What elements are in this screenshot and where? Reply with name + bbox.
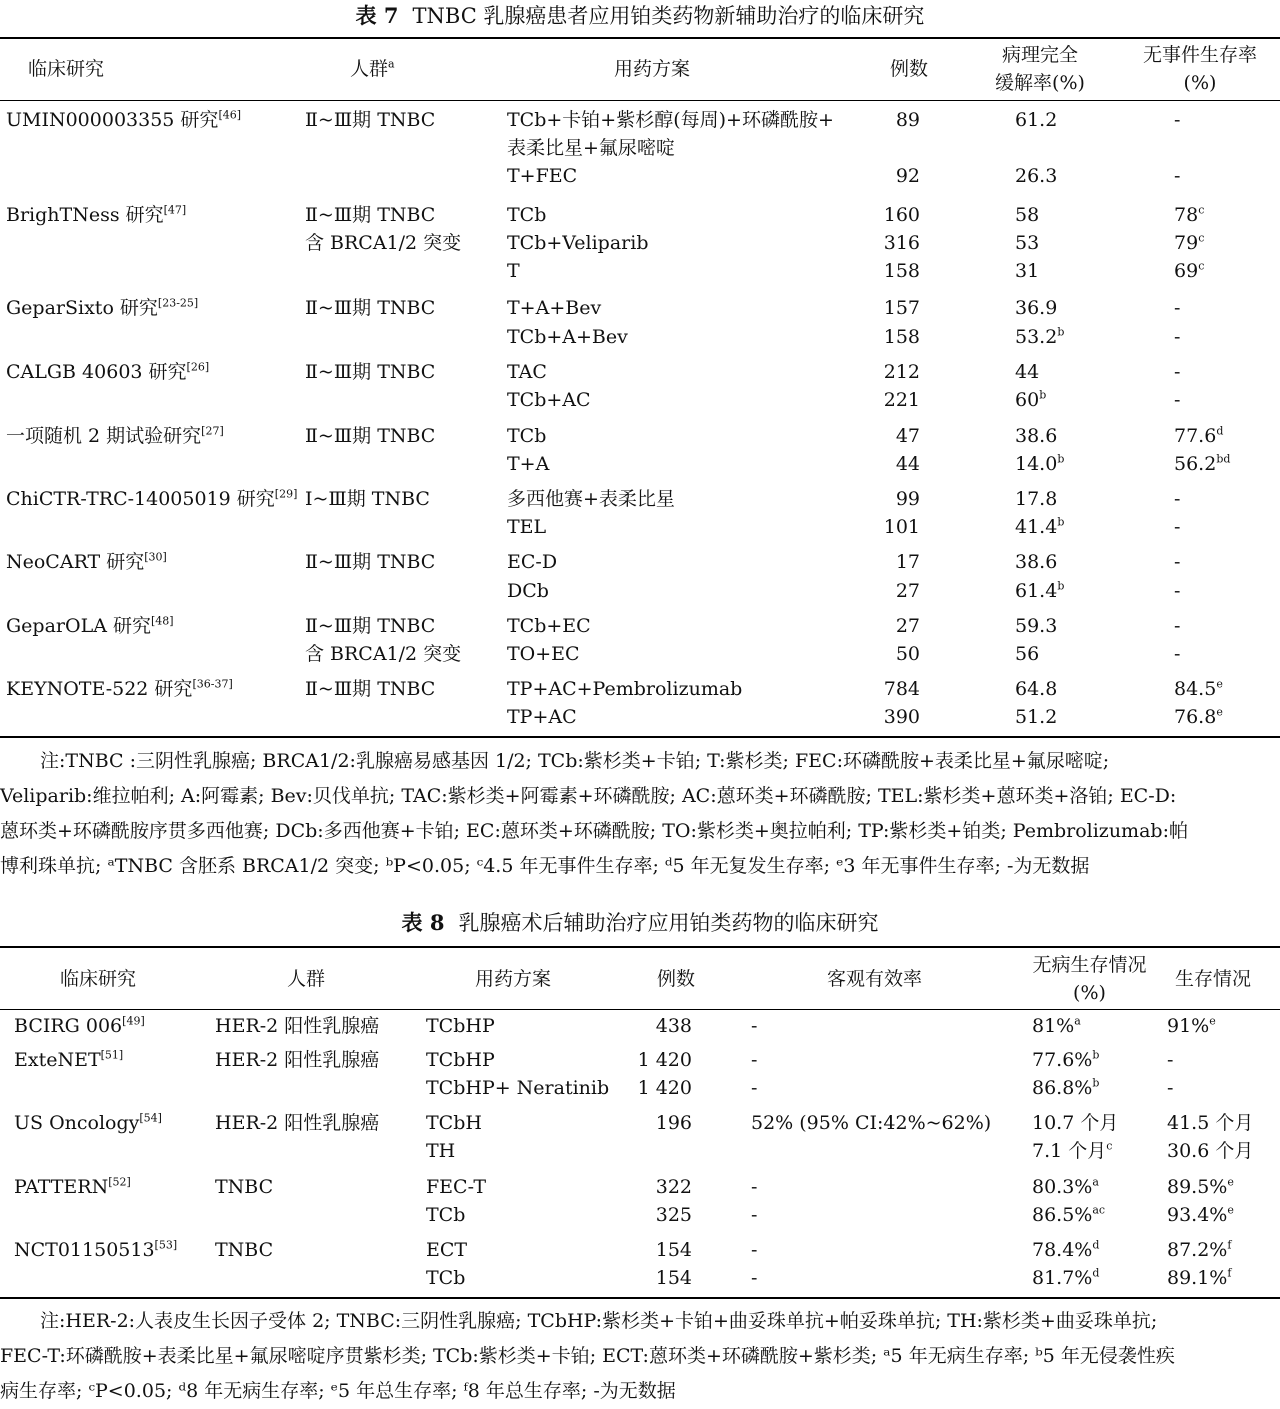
t7-population: Ⅱ~Ⅲ期 TNBC [305, 615, 436, 637]
t7-study-name: 一项随机 2 期试验研究[27] [6, 424, 224, 447]
t7-n: 160 [883, 204, 920, 226]
t8-os: 41.5 个月 [1167, 1112, 1254, 1134]
t7-population: Ⅰ~Ⅲ期 TNBC [305, 488, 430, 510]
t7-pcr: 51.2 [1015, 706, 1058, 728]
t7-population: Ⅱ~Ⅲ期 TNBC [305, 204, 436, 226]
t8-n: 154 [655, 1239, 692, 1261]
t8-dfs: 80.3%$^a$ [1032, 1175, 1099, 1198]
table7-top-rule [0, 37, 1280, 39]
t7-header-study: 临床研究 [28, 58, 105, 80]
t7-study-name: ChiCTR-TRC-14005019 研究[29] [6, 487, 298, 510]
t8-orr: - [751, 1239, 758, 1261]
t8-regimen: TCb [426, 1267, 466, 1289]
t7-pcr: 61.4$^b$ [1015, 579, 1065, 602]
t8-regimen: TH [426, 1140, 456, 1162]
t7-population-detail: 含 BRCA1/2 突变 [305, 643, 462, 665]
t8-orr: - [751, 1015, 758, 1037]
note-line: 注:TNBC :三阴性乳腺癌; BRCA1/2:乳腺癌易感基因 1/2; TCb:紫杉类+卡铂; T:紫杉类; FEC:环磷酰胺+表柔比星+氟尿嘧啶; [40, 750, 1110, 772]
t7-efs: 56.2$^{bd}$ [1174, 452, 1231, 475]
t8-n: 196 [655, 1112, 692, 1134]
table8-number: 表 8 [401, 910, 445, 935]
t7-pcr: 38.6 [1015, 425, 1058, 447]
t8-regimen: TCbHP+ Neratinib [426, 1077, 610, 1099]
t7-pcr: 14.0$^b$ [1015, 452, 1065, 475]
t7-n: 158 [883, 260, 920, 282]
t8-study-name: NCT01150513[53] [14, 1238, 178, 1261]
t7-pcr: 58 [1015, 204, 1040, 226]
table8-note [0, 1304, 1280, 1409]
t8-orr: - [751, 1176, 758, 1198]
t7-regimen: TP+AC [507, 706, 577, 728]
t7-pcr: 17.8 [1015, 488, 1058, 510]
t8-os: 89.5%$^e$ [1167, 1175, 1234, 1198]
t8-header-dfs: 无病生存情况 (%) [1032, 954, 1147, 1004]
table7-caption [0, 0, 1280, 30]
table8-header-rule [0, 1009, 1280, 1010]
t7-study-name: BrighTNess 研究[47] [6, 203, 187, 226]
t7-pcr: 53.2$^b$ [1015, 325, 1065, 348]
t7-regimen: T [507, 260, 520, 282]
table7-title: TNBC 乳腺癌患者应用铂类药物新辅助治疗的临床研究 [412, 4, 925, 28]
t8-population: TNBC [215, 1239, 274, 1261]
t7-header-n: 例数 [890, 58, 929, 80]
t7-regimen: TCb+EC [507, 615, 591, 637]
t7-population: Ⅱ~Ⅲ期 TNBC [305, 551, 436, 573]
t8-orr: - [751, 1267, 758, 1289]
t7-n: 27 [895, 615, 920, 637]
t8-dfs: 7.1 个月$^c$ [1032, 1139, 1113, 1162]
t8-n: 322 [655, 1176, 692, 1198]
t7-n: 27 [895, 580, 920, 602]
t7-population-detail: 含 BRCA1/2 突变 [305, 232, 462, 254]
t7-n: 92 [895, 165, 920, 187]
t7-efs: - [1174, 326, 1181, 348]
t7-regimen-cont: 表柔比星+氟尿嘧啶 [507, 137, 675, 159]
t7-regimen: T+A+Bev [507, 297, 602, 319]
t7-efs: 78$^c$ [1174, 203, 1205, 226]
note-line: 蒽环类+环磷酰胺序贯多西他赛; DCb:多西他赛+卡铂; EC:蒽环类+环磷酰胺; TO:紫杉类+奥拉帕利; TP:紫杉类+铂类; Pembrolizumab:帕 [0, 820, 1188, 842]
note-line: 病生存率; ᶜP<0.05; ᵈ8 年无病生存率; ᵉ5 年总生存率; ᶠ8 年总生存率; -为无数据 [0, 1380, 676, 1402]
t8-population: HER-2 阳性乳腺癌 [215, 1112, 380, 1134]
t8-orr: - [751, 1049, 758, 1071]
t8-dfs: 78.4%$^d$ [1032, 1238, 1100, 1261]
t7-pcr: 60$^b$ [1015, 388, 1047, 411]
t7-regimen: TCb+A+Bev [507, 326, 628, 348]
t8-dfs: 81.7%$^d$ [1032, 1266, 1100, 1289]
t7-efs: - [1174, 615, 1181, 637]
t8-header-population: 人群 [287, 968, 326, 990]
t7-n: 221 [883, 389, 920, 411]
t7-study-name: UMIN000003355 研究[46] [6, 108, 242, 131]
t7-pcr: 61.2 [1015, 109, 1058, 131]
t8-os: 93.4%$^e$ [1167, 1203, 1234, 1226]
t7-efs: - [1174, 297, 1181, 319]
t7-efs: 69$^c$ [1174, 259, 1205, 282]
t7-efs: 77.6$^d$ [1174, 424, 1224, 447]
t7-efs: - [1174, 580, 1181, 602]
t7-n: 50 [895, 643, 920, 665]
t8-dfs: 77.6%$^b$ [1032, 1048, 1100, 1071]
table8-caption [0, 907, 1280, 937]
t8-header-regimen: 用药方案 [475, 968, 552, 990]
t7-pcr: 56 [1015, 643, 1040, 665]
t8-population: HER-2 阳性乳腺癌 [215, 1049, 380, 1071]
t7-pcr: 26.3 [1015, 165, 1058, 187]
t7-pcr: 53 [1015, 232, 1040, 254]
table7-bottom-rule [0, 736, 1280, 738]
t7-regimen: TEL [507, 516, 547, 538]
t8-header-orr: 客观有效率 [827, 968, 923, 990]
t8-os: 91%$^e$ [1167, 1014, 1216, 1037]
t8-regimen: FEC-T [426, 1176, 487, 1198]
note-line: 注:HER-2:人表皮生长因子受体 2; TNBC:三阴性乳腺癌; TCbHP:紫杉类+卡铂+曲妥珠单抗+帕妥珠单抗; TH:紫杉类+曲妥珠单抗; [40, 1310, 1158, 1332]
table8-top-rule [0, 946, 1280, 948]
t8-dfs: 10.7 个月 [1032, 1112, 1119, 1134]
t7-n: 158 [883, 326, 920, 348]
table7-number: 表 7 [355, 3, 399, 28]
t7-regimen: TCb+卡铂+紫杉醇(每周)+环磷酰胺+ [507, 109, 834, 131]
t8-os: 89.1%$^f$ [1167, 1266, 1232, 1289]
t7-efs: - [1174, 165, 1181, 187]
t7-population: Ⅱ~Ⅲ期 TNBC [305, 361, 436, 383]
t8-n: 1 420 [637, 1049, 692, 1071]
note-line: FEC-T:环磷酰胺+表柔比星+氟尿嘧啶序贯紫杉类; TCb:紫杉类+卡铂; ECT:蒽环类+环磷酰胺+紫杉类; ᵃ5 年无病生存率; ᵇ5 年无侵袭性疾 [0, 1345, 1175, 1367]
t7-efs: - [1174, 643, 1181, 665]
t8-regimen: TCbHP [426, 1015, 495, 1037]
table8-bottom-rule [0, 1297, 1280, 1299]
t8-population: HER-2 阳性乳腺癌 [215, 1015, 380, 1037]
t7-efs: - [1174, 488, 1181, 510]
t7-header-efs: 无事件生存率 (%) [1142, 44, 1257, 94]
t7-regimen: T+A [507, 453, 550, 475]
t7-efs: - [1174, 361, 1181, 383]
table8-title: 乳腺癌术后辅助治疗应用铂类药物的临床研究 [458, 911, 879, 935]
t7-n: 390 [883, 706, 920, 728]
note-line: 博利珠单抗; ᵃTNBC 含胚系 BRCA1/2 突变; ᵇP<0.05; ᶜ4.5 年无事件生存率; ᵈ5 年无复发生存率; ᵉ3 年无事件生存率; -为无数据 [0, 855, 1090, 877]
t7-regimen: EC-D [507, 551, 558, 573]
t7-regimen: TCb+Veliparib [507, 232, 649, 254]
t8-n: 1 420 [637, 1077, 692, 1099]
t7-efs: 76.8e [1174, 705, 1223, 728]
t7-regimen: T+FEC [507, 165, 578, 187]
t8-header-study: 临床研究 [60, 968, 137, 990]
t7-population: Ⅱ~Ⅲ期 TNBC [305, 297, 436, 319]
t8-os: 87.2%$^f$ [1167, 1238, 1232, 1261]
t8-regimen: TCbH [426, 1112, 482, 1134]
t7-population: Ⅱ~Ⅲ期 TNBC [305, 109, 436, 131]
t7-n: 47 [895, 425, 920, 447]
t7-regimen: TCb [507, 204, 547, 226]
t7-regimen: TAC [507, 361, 547, 383]
t7-pcr: 64.8 [1015, 678, 1058, 700]
t8-regimen: TCbHP [426, 1049, 495, 1071]
t7-n: 99 [895, 488, 920, 510]
t8-study-name: BCIRG 006[49] [14, 1014, 145, 1037]
t7-pcr: 44 [1015, 361, 1040, 383]
t8-os: 30.6 个月 [1167, 1140, 1254, 1162]
t7-regimen: TCb [507, 425, 547, 447]
t7-header-pcr: 病理完全 缓解率(%) [995, 44, 1085, 94]
t7-n: 89 [895, 109, 920, 131]
t7-regimen: TP+AC+Pembrolizumab [507, 678, 743, 700]
t7-n: 44 [895, 453, 920, 475]
t7-pcr: 36.9 [1015, 297, 1058, 319]
t7-regimen: DCb [507, 580, 549, 602]
t8-n: 438 [655, 1015, 692, 1037]
t8-population: TNBC [215, 1176, 274, 1198]
t8-regimen: TCb [426, 1204, 466, 1226]
t8-dfs: 86.8%$^b$ [1032, 1076, 1100, 1099]
t7-efs: - [1174, 516, 1181, 538]
t7-regimen: TCb+AC [507, 389, 591, 411]
t8-n: 325 [655, 1204, 692, 1226]
t7-study-name: CALGB 40603 研究[26] [6, 360, 210, 383]
note-line: Veliparib:维拉帕利; A:阿霉素; Bev:贝伐单抗; TAC:紫杉类+阿霉素+环磷酰胺; AC:蒽环类+环磷酰胺; TEL:紫杉类+蒽环类+洛铂; EC-D: [0, 785, 1177, 807]
t8-os: - [1167, 1049, 1174, 1071]
t7-efs: - [1174, 389, 1181, 411]
t7-efs: - [1174, 551, 1181, 573]
t8-orr: - [751, 1077, 758, 1099]
t8-n: 154 [655, 1267, 692, 1289]
t7-header-population: 人群$^a$ [350, 57, 395, 80]
t8-study-name: ExteNET[51] [14, 1048, 124, 1071]
table7-header-rule [0, 100, 1280, 101]
t7-study-name: GeparOLA 研究[48] [6, 614, 174, 637]
t7-n: 101 [883, 516, 920, 538]
t7-study-name: KEYNOTE-522 研究[36-37] [6, 677, 233, 700]
t7-efs: 79$^c$ [1174, 231, 1205, 254]
t7-population: Ⅱ~Ⅲ期 TNBC [305, 678, 436, 700]
t7-pcr: 31 [1015, 260, 1040, 282]
t7-n: 316 [883, 232, 920, 254]
table7-note [0, 744, 1280, 884]
t8-regimen: ECT [426, 1239, 468, 1261]
t8-orr: 52% (95% CI:42%~62%) [751, 1112, 992, 1134]
t7-pcr: 59.3 [1015, 615, 1058, 637]
t7-study-name: GeparSixto 研究[23-25] [6, 296, 199, 319]
t8-header-os: 生存情况 [1175, 968, 1252, 990]
t7-regimen: TO+EC [507, 643, 580, 665]
t8-dfs: 81%$^a$ [1032, 1014, 1081, 1037]
t8-study-name: PATTERN[52] [14, 1175, 131, 1198]
t8-study-name: US Oncology[54] [14, 1111, 162, 1134]
t7-n: 784 [883, 678, 920, 700]
t8-header-n: 例数 [657, 968, 696, 990]
t7-regimen: 多西他赛+表柔比星 [507, 488, 675, 510]
t7-population: Ⅱ~Ⅲ期 TNBC [305, 425, 436, 447]
t8-dfs: 86.5%$^{ac}$ [1032, 1203, 1106, 1226]
t8-os: - [1167, 1077, 1174, 1099]
t7-study-name: NeoCART 研究[30] [6, 550, 167, 573]
t7-n: 17 [895, 551, 920, 573]
t7-pcr: 38.6 [1015, 551, 1058, 573]
t7-n: 157 [883, 297, 920, 319]
t8-orr: - [751, 1204, 758, 1226]
t7-efs: 84.5e [1174, 677, 1223, 700]
t7-pcr: 41.4$^b$ [1015, 515, 1065, 538]
t7-header-regimen: 用药方案 [614, 58, 691, 80]
t7-efs: - [1174, 109, 1181, 131]
t7-n: 212 [883, 361, 920, 383]
